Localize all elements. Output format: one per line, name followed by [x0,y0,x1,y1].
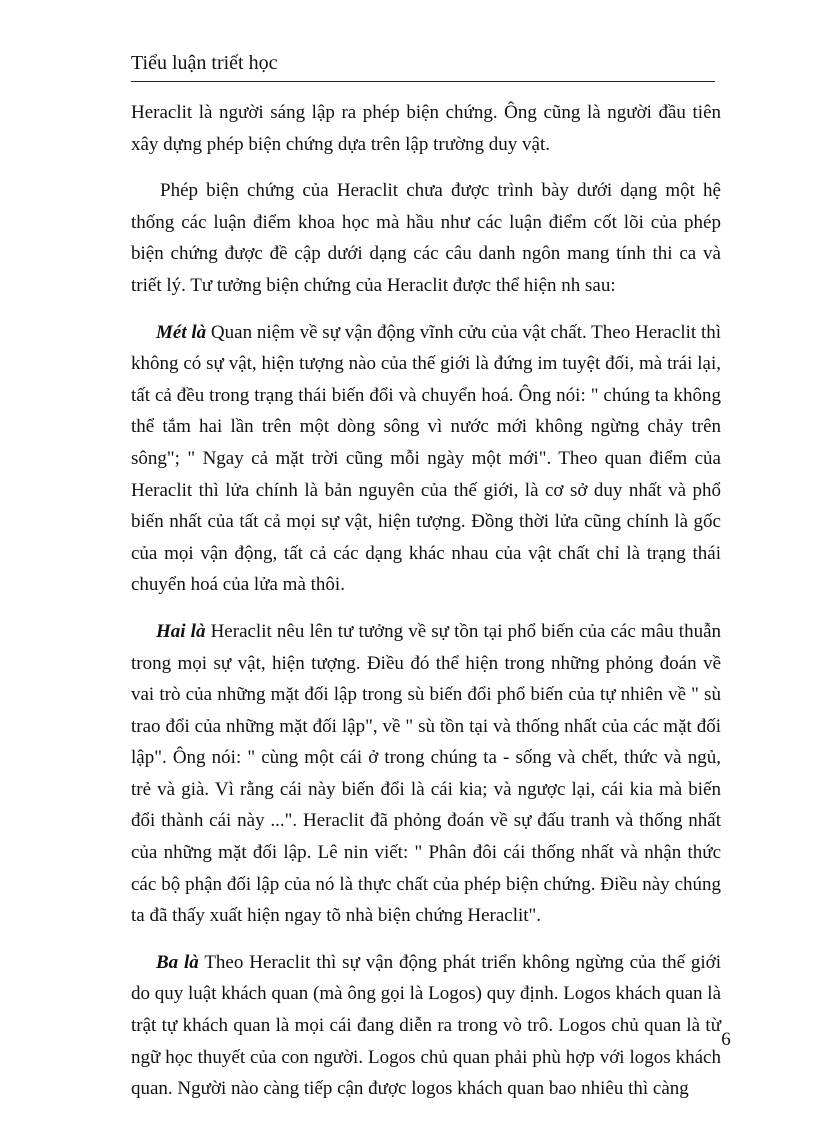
paragraph-intro [131,97,721,160]
paragraph-lead: Mét là [156,321,207,343]
paragraph-point-three [131,947,721,1105]
paragraph-point-two [131,616,721,932]
paragraph-overview [131,175,721,301]
paragraph-text: Quan niệm về sự vận động vĩnh cửu của vật chất. Theo Heraclit thì không có sự vật, hiện tượng nào của thế giới là đứng im tuyệt đối, mà trái lại, tất cả đều trong trạng thái biến đổi và chuyển hoá. Ông nói: " chúng ta không thể tắm hai lần trên một dòng sông vì nước mới không ngừng chảy trên sông"; " Ngay cả mặt trời cũng mỗi ngày một mới". Theo quan điểm của Heraclit thì lửa chính là bản nguyên của thế giới, là cơ sở duy nhất và phổ biến nhất của tất cả mọi sự vật, hiện tượng. Đồng thời lửa cũng chính là gốc của mọi vận động, tất cả các dạng khác nhau của vật chất chỉ là trạng thái chuyển hoá của lửa mà thôi. [131,321,721,596]
page-header [131,50,715,84]
paragraph-text: Phép biện chứng của Heraclit chưa được trình bày dưới dạng một hệ thống các luận điểm khoa học mà hầu như các luận điểm cốt lõi của phép biện chứng được đề cập dưới dạng các câu danh ngôn mang tính thi ca và triết lý. Tư tưởng biện chứng của Heraclit được thể hiện nh sau: [131,180,721,296]
body-text [131,97,721,1120]
paragraph-lead: Hai là [156,620,206,642]
paragraph-point-one [131,317,721,601]
paragraph-text: Heraclit nêu lên tư tưởng về sự tồn tại phổ biến của các mâu thuẫn trong mọi sự vật, hiện tượng. Điều đó thể hiện trong những phỏng đoán về vai trò của những mặt đối lập trong sù biến đổi phổ biến của tự nhiên về " sù trao đổi của những mặt đối lập", về " sù tồn tại và thống nhất của các mặt đối lập". Ông nói: " cùng một cái ở trong chúng ta - sống và chết, thức và ngủ, trẻ và già. Vì rằng cái này biến đổi là cái kia; và ngược lại, cái kia mà biến đổi thành cái này ...". Heraclit đã phỏng đoán về sự đấu tranh và thống nhất của những mặt đối lập. Lê nin viết: " Phân đôi cái thống nhất và nhận thức các bộ phận đối lập của nó là thực chất của phép biện chứng. Điều này chúng ta đã thấy xuất hiện ngay tõ nhà biện chứng Heraclit". [131,620,721,927]
paragraph-text: Theo Heraclit thì sự vận động phát triển không ngừng của thế giới do quy luật khách quan (mà ông gọi là Logos) quy định. Logos khách quan là trật tự khách quan là mọi cái đang diễn ra trong vò trô. Logos chủ quan là từ ngữ học thuyết của con người. Logos chủ quan phải phù hợp với logos khách quan. Người nào càng tiếp cận được logos khách quan bao nhiêu thì càng [131,951,721,1100]
header-divider [131,81,715,82]
paragraph-text: Heraclit là người sáng lập ra phép biện chứng. Ông cũng là người đầu tiên xây dựng phép biện chứng dựa trên lập trường duy vật. [131,102,721,155]
page-number: 6 [721,1029,731,1050]
paragraph-lead: Ba là [156,951,199,973]
header-title: Tiểu luận triết học [131,52,278,74]
